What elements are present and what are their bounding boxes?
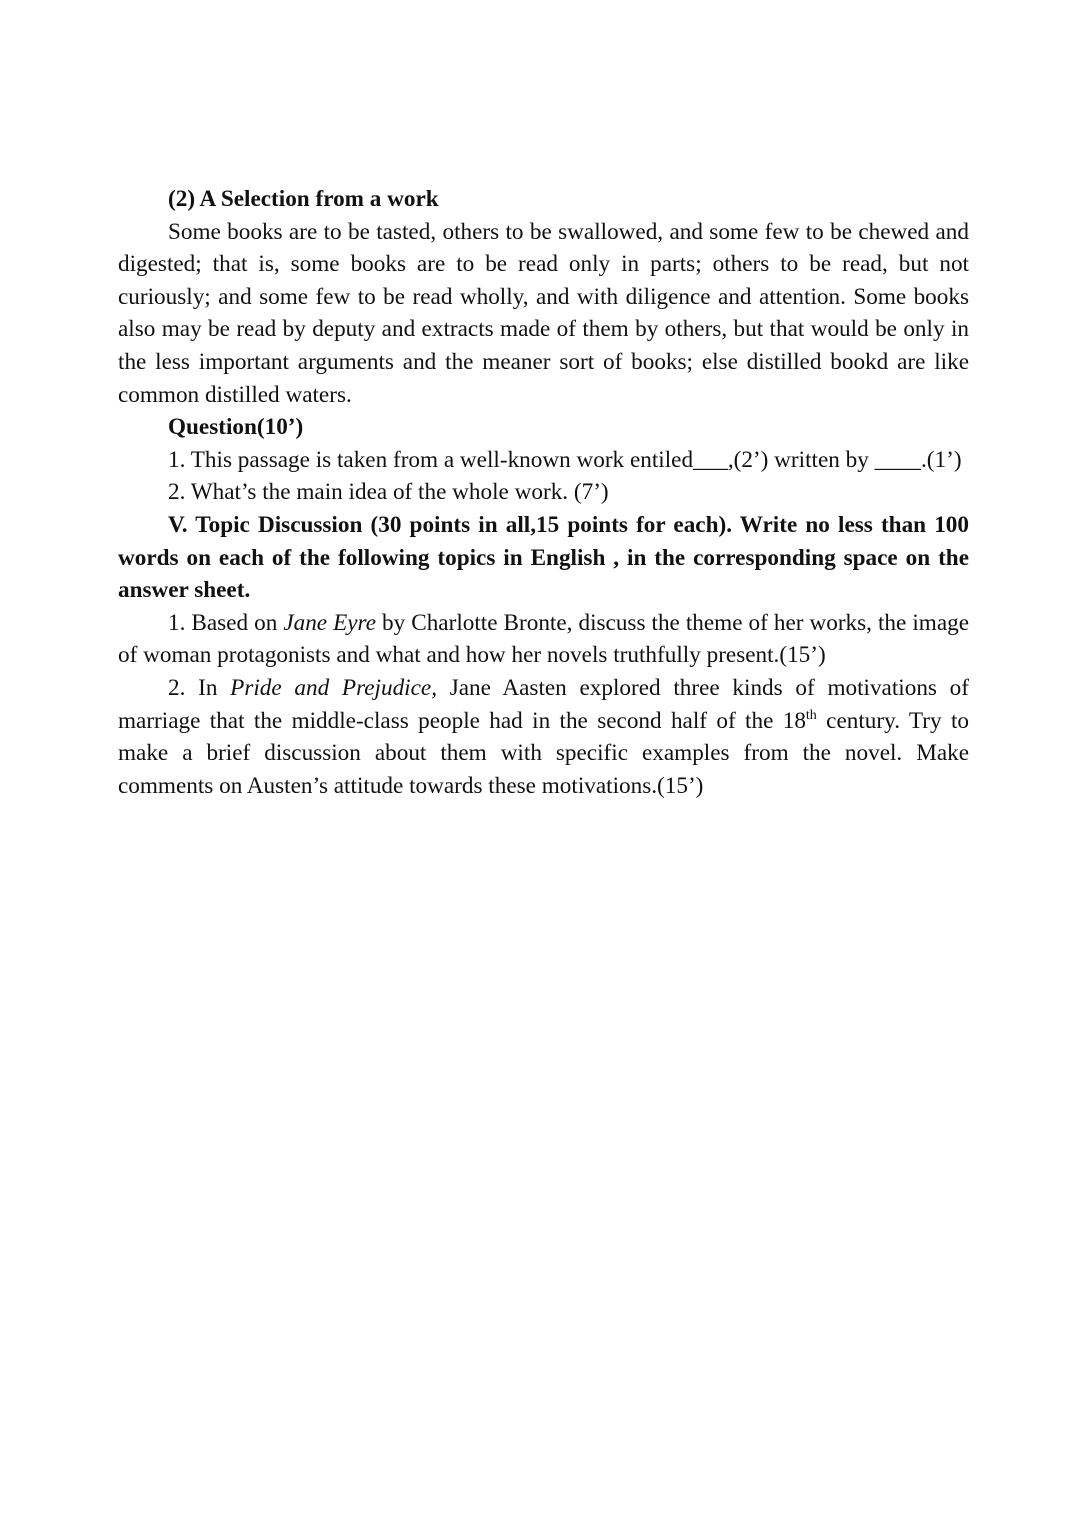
topic-2: [118, 672, 969, 802]
document-page: [118, 183, 969, 802]
passage-paragraph: Some books are to be tasted, others to be swallowed, and some few to be chewed and digested; that is, some books are to be read only in parts; others to be read, but not curiously; and some few to be read wholly, and with diligence and attention. Some books also may be read by deputy and extracts made of them by others, but that would be only in the less important arguments and the meaner sort of books; else distilled bookd are like common distilled waters.: [118, 218, 969, 408]
section-heading: (2) A Selection from a work: [168, 186, 439, 212]
topic-2-middle: Jane Aasten explored three kinds of motivations of marriage that the middle-class people had in the second half of the 18: [118, 674, 969, 734]
topic-2-before: 2. In: [168, 674, 231, 701]
topic-1: [118, 607, 969, 672]
topic-1-before: 1. Based on: [168, 609, 284, 636]
topic-2-ordinal-superscript: th: [805, 707, 817, 723]
topic-1-after: by Charlotte Bronte, discuss the theme of her works, the image of woman protagonists and what and how her novels truthfully present.(15’): [118, 609, 969, 669]
question-1: 1. This passage is taken from a well-known work entiled___,(2’) written by ____.(1’): [168, 446, 962, 473]
topic-1-work-title: Jane Eyre: [283, 609, 377, 636]
topic-discussion-heading: V. Topic Discussion (30 points in all,15 points for each). Write no less than 100 words on each of the following topics in English , in the corresponding space on the answer sheet.: [118, 511, 969, 604]
topic-2-after: century. Try to make a brief discussion about them with specific examples from the novel. Make comments on Austen’s attitude towards these motivations.(15’): [118, 707, 969, 799]
topic-2-work-title: Pride and Prejudice,: [230, 674, 437, 701]
question-2: 2. What’s the main idea of the whole work. (7’): [168, 479, 609, 506]
question-heading: Question(10’): [168, 414, 304, 441]
